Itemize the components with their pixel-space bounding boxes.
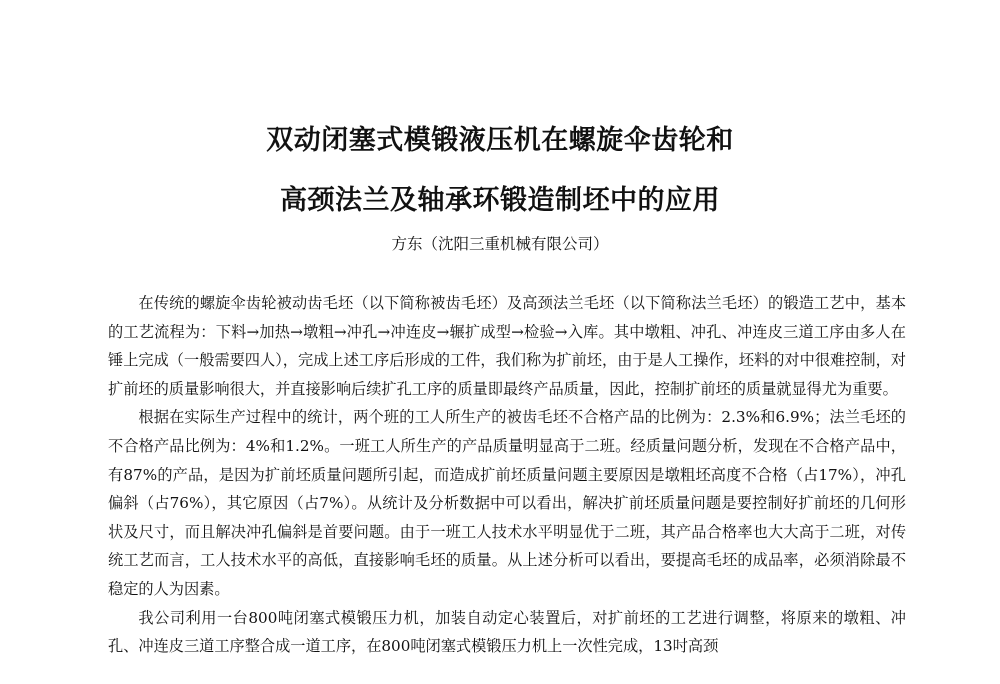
author-affiliation: 方东（沈阳三重机械有限公司） bbox=[391, 235, 609, 253]
body-text bbox=[108, 289, 906, 661]
paragraph-1: 在传统的螺旋伞齿轮被动齿毛坯（以下简称被齿毛坯）及高颈法兰毛坯（以下简称法兰毛坯）的锻造工艺中，基本的工艺流程为：下料→加热→墩粗→冲孔→冲连皮→辗扩成型→检验→入库。其中墩粗、冲孔、冲连皮三道工序由多人在锤上完成（一般需要四人），完成上述工序后形成的工件，我们称为扩前坯，由于是人工操作，坯料的对中很难控制，对扩前坯的质量影响很大，并直接影响后续扩孔工序的质量即最终产品质量，因此，控制扩前坯的质量就显得尤为重要。 bbox=[108, 294, 906, 398]
paper-title-line-1: 双动闭塞式模锻液压机在螺旋伞齿轮和 bbox=[266, 125, 734, 156]
paragraph-2: 根据在实际生产过程中的统计，两个班的工人所生产的被齿毛坯不合格产品的比例为：2.3%和6.9%；法兰毛坯的不合格产品比例为：4%和1.2%。一班工人所生产的产品质量明显高于二班。经质量问题分析，发现在不合格产品中，有87%的产品，是因为扩前坯质量问题所引起，而造成扩前坯质量问题主要原因是墩粗坯高度不合格（占17%），冲孔偏斜（占76%），其它原因（占7%）。从统计及分析数据中可以看出，解决扩前坯质量问题是要控制好扩前坯的几何形状及尺寸，而且解决冲孔偏斜是首要问题。由于一班工人技术水平明显优于二班，其产品合格率也大大高于二班，对传统工艺而言，工人技术水平的高低，直接影响毛坯的质量。从上述分析可以看出，要提高毛坯的成品率，必须消除最不稳定的人为因素。 bbox=[108, 408, 906, 598]
paper-title-line-2: 高颈法兰及轴承环锻造制坯中的应用 bbox=[280, 185, 720, 216]
paragraph-3: 我公司利用一台800吨闭塞式模锻压力机，加装自动定心装置后，对扩前坯的工艺进行调整，将原来的墩粗、冲孔、冲连皮三道工序整合成一道工序，在800吨闭塞式模锻压力机上一次性完成，13吋高颈 bbox=[108, 608, 906, 656]
